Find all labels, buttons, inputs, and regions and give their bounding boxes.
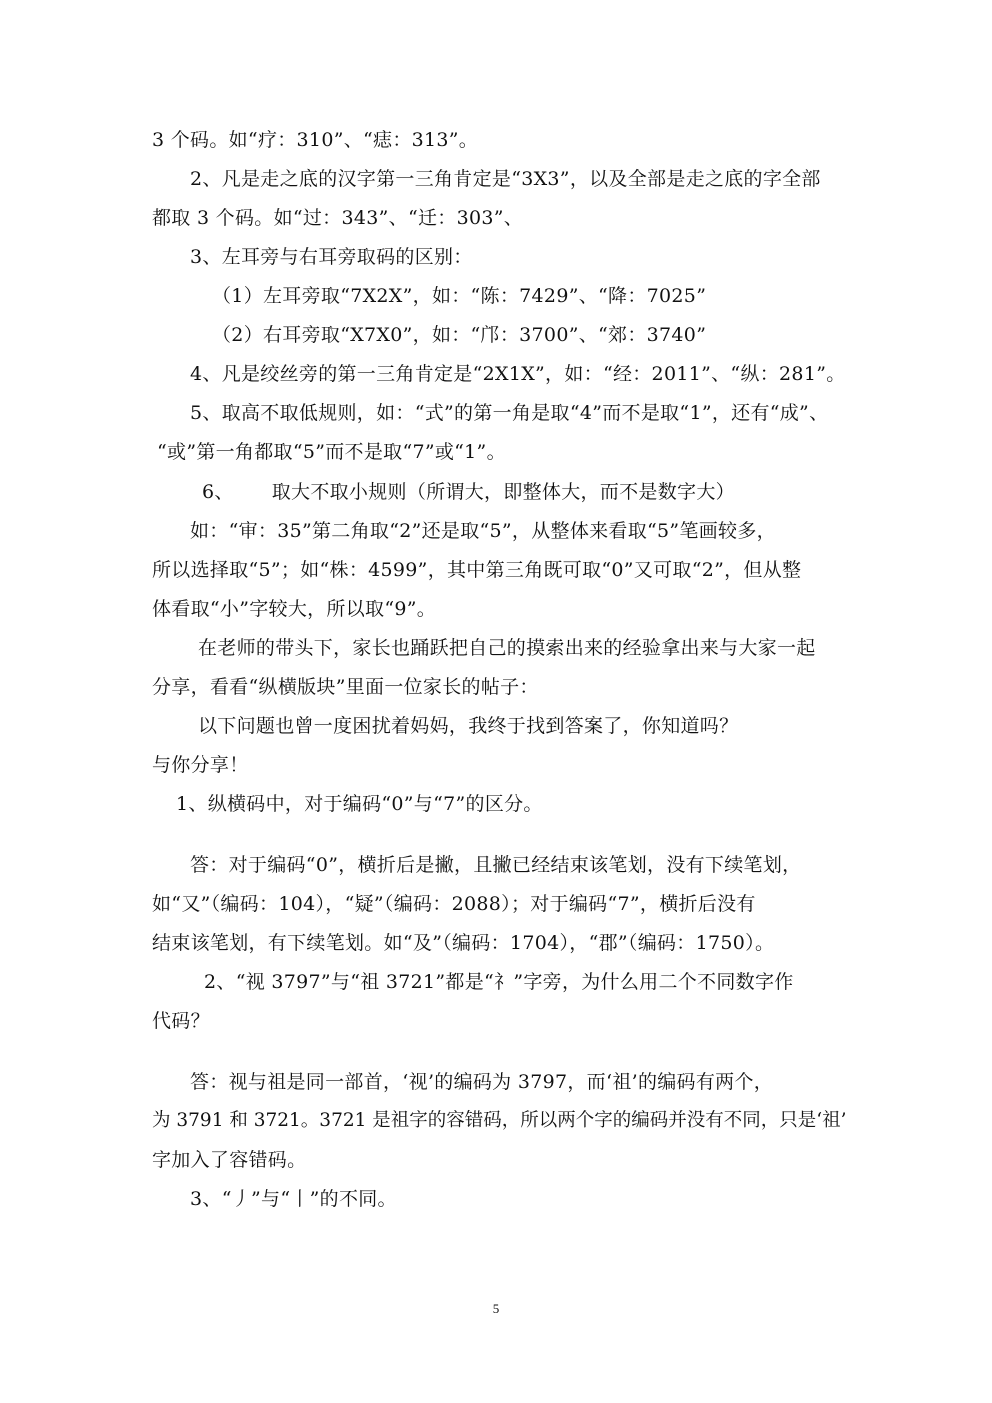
- paragraph-line: 结束该笔划，有下续笔划。如“及”（编码：1704），“郡”（编码：1750）。: [152, 932, 775, 954]
- paragraph-line: 字加入了容错码。: [152, 1149, 307, 1171]
- paragraph-line: 6、 取大不取小规则（所谓大，即整体大，而不是数字大）: [202, 481, 735, 503]
- paragraph-line: 分享，看看“纵横版块”里面一位家长的帖子：: [152, 676, 539, 698]
- paragraph-line: “或”第一角都取“5”而不是取“7”或“1”。: [157, 441, 506, 463]
- paragraph-line: 以下问题也曾一度困扰着妈妈，我终于找到答案了，你知道吗？: [198, 715, 739, 737]
- paragraph-line: 在老师的带头下，家长也踊跃把自己的摸索出来的经验拿出来与大家一起: [198, 637, 816, 659]
- paragraph-line: 答：视与祖是同一部首，‘视’的编码为 3797，而‘祖’的编码有两个，: [190, 1071, 774, 1093]
- paragraph-line: 3 个码。如“疗：310”、“痣：313”。: [152, 129, 479, 151]
- paragraph-line: （1）左耳旁取“7X2X”，如：“陈：7429”、“降：7025”: [212, 285, 707, 307]
- page-number: 5: [492, 1301, 500, 1316]
- paragraph-line: 2、凡是走之底的汉字第一三角肯定是“3X3”，以及全部是走之底的字全部: [190, 168, 821, 190]
- paragraph-line: 都取 3 个码。如“过：343”、“迁：303”、: [152, 207, 524, 229]
- paragraph-line: 4、凡是绞丝旁的第一三角肯定是“2X1X”，如：“经：2011”、“纵：281”。: [190, 363, 846, 385]
- paragraph-line: 5、取高不取低规则，如：“式”的第一角是取“4”而不是取“1”，还有“成”、: [190, 402, 829, 424]
- paragraph-line: 所以选择取“5”；如“株：4599”，其中第三角既可取“0”又可取“2”，但从整: [152, 559, 802, 581]
- paragraph-line: 1、纵横码中，对于编码“0”与“7”的区分。: [176, 793, 543, 815]
- paragraph-line: 体看取“小”字较大，所以取“9”。: [152, 598, 437, 620]
- paragraph-line: 2、“视 3797”与“祖 3721”都是“礻”字旁，为什么用二个不同数字作: [204, 971, 794, 993]
- paragraph-line: 如“又”（编码：104），“疑”（编码：2088）；对于编码“7”，横折后没有: [152, 893, 756, 915]
- paragraph-line: 3、“丿”与“丨”的不同。: [190, 1188, 397, 1210]
- paragraph-line: 与你分享！: [152, 754, 249, 776]
- paragraph-line: 代码？: [152, 1010, 210, 1032]
- paragraph-line: 3、左耳旁与右耳旁取码的区别：: [190, 246, 473, 268]
- paragraph-line: （2）右耳旁取“X7X0”，如：“邝：3700”、“郊：3740”: [212, 324, 707, 346]
- paragraph-line: 答：对于编码“0”，横折后是撇，且撇已经结束该笔划，没有下续笔划，: [190, 854, 802, 876]
- paragraph-line: 如：“审：35”第二角取“2”还是取“5”，从整体来看取“5”笔画较多，: [190, 520, 776, 542]
- paragraph-line: 为 3791 和 3721。3721 是祖字的容错码，所以两个字的编码并没有不同，只是‘祖’: [152, 1110, 847, 1131]
